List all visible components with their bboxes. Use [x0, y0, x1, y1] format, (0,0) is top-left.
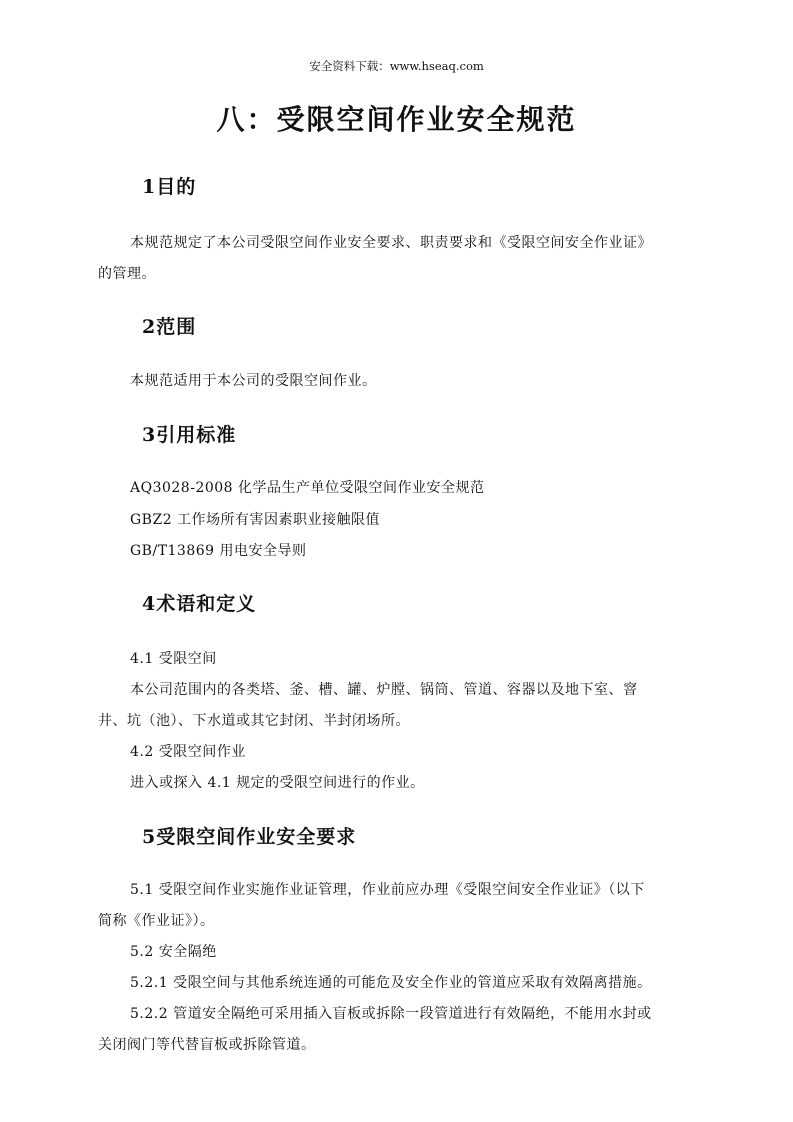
section-heading-scope: 2范围 [142, 316, 197, 338]
page-header: 安全资料下载：www.hseaq.com [309, 59, 484, 73]
reference-item: AQ3028-2008 化学品生产单位受限空间作业安全规范 [130, 480, 485, 496]
purpose-paragraph-line-1: 本规范规定了本公司受限空间作业安全要求、职责要求和《受限空间安全作业证》 [130, 235, 652, 251]
requirement-5-2-2-line-2: 关闭阀门等代替盲板或拆除管道。 [98, 1037, 316, 1053]
scope-paragraph: 本规范适用于本公司的受限空间作业。 [130, 373, 377, 389]
requirement-5-2-2-line-1: 5.2.2 管道安全隔绝可采用插入盲板或拆除一段管道进行有效隔绝，不能用水封或 [130, 1006, 652, 1022]
requirement-5-2-1: 5.2.1 受限空间与其他系统连通的可能危及安全作业的管道应采取有效隔离措施。 [130, 975, 652, 991]
requirement-5-2-label: 5.2 安全隔绝 [130, 944, 217, 960]
requirement-5-1-line-2: 简称《作业证》）。 [98, 913, 215, 929]
section-heading-purpose: 1目的 [142, 176, 197, 198]
term-label-confined-space: 4.1 受限空间 [130, 651, 217, 667]
term-definition-line-2: 井、坑（池）、下水道或其它封闭、半封闭场所。 [98, 713, 410, 729]
reference-item: GBZ2 工作场所有害因素职业接触限值 [130, 512, 381, 528]
term-definition-line-1: 本公司范围内的各类塔、釜、槽、罐、炉膛、锅筒、管道、容器以及地下室、窨 [130, 682, 638, 698]
document-title: 八：受限空间作业安全规范 [216, 103, 577, 136]
requirement-5-1-line-1: 5.1 受限空间作业实施作业证管理，作业前应办理《受限空间安全作业证》（以下 [130, 882, 645, 898]
term-definition: 进入或探入 4.1 规定的受限空间进行的作业。 [130, 775, 425, 791]
term-label-confined-space-work: 4.2 受限空间作业 [130, 744, 246, 760]
section-heading-definitions: 4术语和定义 [142, 593, 257, 615]
purpose-paragraph-line-2: 的管理。 [98, 266, 156, 282]
section-heading-references: 3引用标准 [142, 424, 237, 446]
reference-item: GB/T13869 用电安全导则 [130, 543, 307, 559]
section-heading-safety-requirements: 5受限空间作业安全要求 [142, 826, 357, 848]
